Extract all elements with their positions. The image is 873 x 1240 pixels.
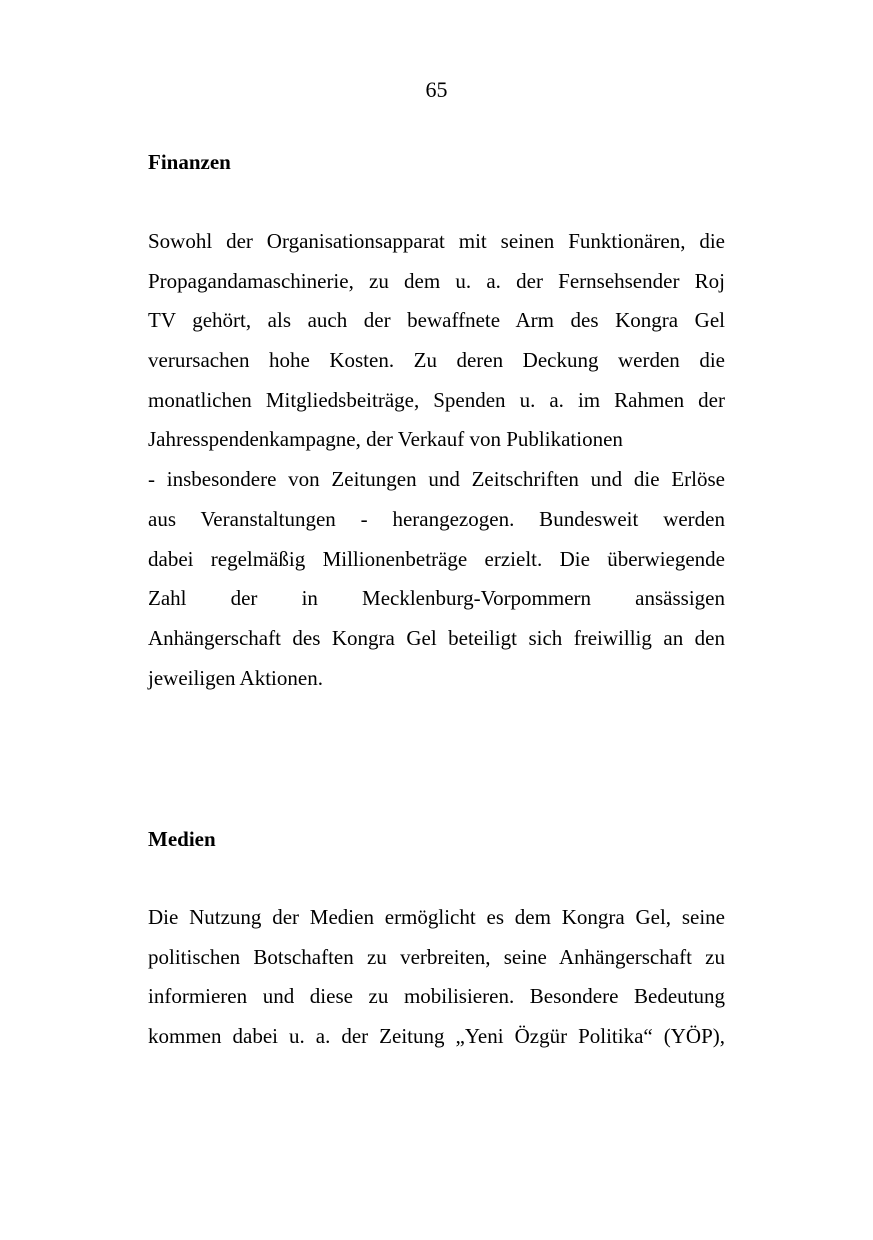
paragraph-line: politischen Botschaften zu verbreiten, seine Anhängerschaft zu bbox=[148, 944, 725, 969]
section-heading-finanzen: Finanzen bbox=[148, 150, 231, 174]
paragraph-medien bbox=[148, 898, 725, 1057]
paragraph-line: Zahl der in Mecklenburg-Vorpommern ansässigen bbox=[148, 586, 725, 611]
paragraph-line: verursachen hohe Kosten. Zu deren Deckung werden die bbox=[148, 348, 725, 373]
paragraph-line: dabei regelmäßig Millionenbeträge erzielt. Die überwiegende bbox=[148, 546, 725, 571]
paragraph-line: Die Nutzung der Medien ermöglicht es dem Kongra Gel, seine bbox=[148, 905, 725, 929]
paragraph-line: Propagandamaschinerie, zu dem u. a. der Fernsehsender Roj bbox=[148, 268, 725, 293]
section-heading-medien: Medien bbox=[148, 827, 216, 851]
paragraph-line: kommen dabei u. a. der Zeitung „Yeni Özgür Politika“ (YÖP), bbox=[148, 1024, 725, 1049]
paragraph-line: - insbesondere von Zeitungen und Zeitschriften und die Erlöse bbox=[148, 467, 725, 492]
paragraph-line: Anhängerschaft des Kongra Gel beteiligt sich freiwillig an den bbox=[148, 625, 725, 650]
paragraph-line: jeweiligen Aktionen. bbox=[148, 665, 323, 690]
page-number: 65 bbox=[425, 77, 448, 102]
paragraph-finanzen bbox=[148, 222, 725, 698]
paragraph-line: Sowohl der Organisationsapparat mit seinen Funktionären, die bbox=[148, 229, 725, 253]
paragraph-line: aus Veranstaltungen - herangezogen. Bundesweit werden bbox=[148, 506, 725, 531]
paragraph-line: informieren und diese zu mobilisieren. Besondere Bedeutung bbox=[148, 984, 725, 1009]
paragraph-line: TV gehört, als auch der bewaffnete Arm des Kongra Gel bbox=[148, 308, 725, 333]
paragraph-line: Jahresspendenkampagne, der Verkauf von Publikationen bbox=[148, 427, 623, 452]
paragraph-line: monatlichen Mitgliedsbeiträge, Spenden u. a. im Rahmen der bbox=[148, 387, 725, 412]
